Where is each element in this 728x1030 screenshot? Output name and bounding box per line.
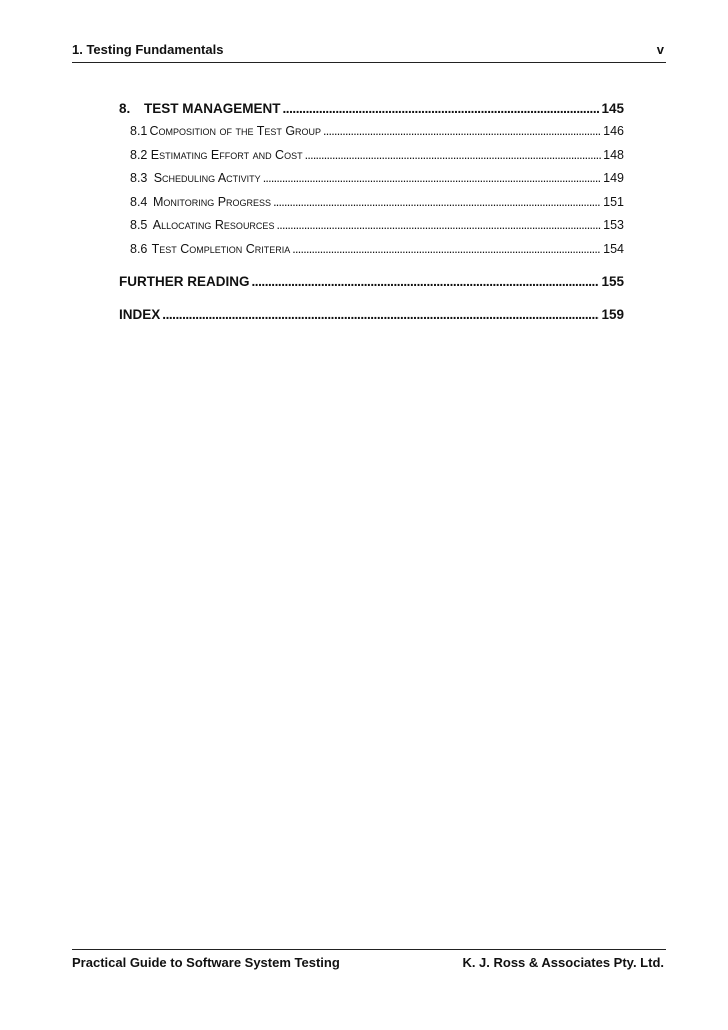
toc-leader-dots (305, 148, 602, 162)
toc-section-number: 8.2 (130, 147, 148, 162)
toc-section-title: Composition of the Test Group (149, 124, 322, 138)
toc-section-8-2[interactable] (119, 148, 624, 172)
toc-leader-dots (273, 195, 601, 209)
toc-section-number: 8.4 (130, 194, 148, 209)
toc-page-number: 153 (603, 218, 624, 232)
toc-index[interactable] (119, 307, 624, 330)
toc-page-number: 145 (601, 101, 624, 116)
toc-leader-dots (323, 124, 601, 138)
running-head-page-number: v (656, 42, 664, 57)
table-of-contents (119, 101, 624, 330)
page-footer (72, 949, 666, 974)
toc-page-number: 149 (603, 171, 624, 185)
toc-page-number: 146 (603, 124, 624, 138)
toc-section-title: Scheduling Activity (153, 171, 261, 185)
toc-section-number: 8.6 (130, 241, 148, 256)
toc-page-number: 159 (601, 307, 624, 322)
toc-leader-dots (276, 218, 601, 232)
toc-section-8-3[interactable] (119, 171, 624, 195)
toc-section-title: Test Completion Criteria (151, 241, 291, 256)
toc-section-8-4[interactable] (119, 195, 624, 219)
toc-page-number: 151 (603, 194, 624, 209)
toc-spacer (119, 297, 624, 307)
toc-leader-dots (283, 101, 600, 116)
toc-page-number: 154 (603, 241, 624, 256)
toc-leader-dots (263, 171, 601, 185)
toc-section-number: 8.3 (130, 171, 148, 185)
toc-leader-dots (162, 307, 599, 322)
toc-leader-dots (292, 242, 601, 256)
toc-chapter-number: 8. (119, 101, 131, 116)
toc-chapter-8[interactable] (119, 101, 624, 124)
toc-section-number: 8.5 (130, 218, 148, 232)
running-head-chapter: 1. Testing Fundamentals (72, 42, 224, 57)
toc-chapter-label: TEST MANAGEMENT (144, 101, 281, 116)
toc-section-8-6[interactable] (119, 242, 624, 266)
toc-chapter-title (119, 101, 281, 116)
toc-spacer (119, 265, 624, 274)
footer-book-title: Practical Guide to Software System Testing (72, 955, 340, 970)
toc-section-8-5[interactable] (119, 218, 624, 242)
page-header (72, 40, 666, 63)
toc-section-8-1[interactable] (119, 124, 624, 148)
toc-major-title: FURTHER READING (119, 274, 250, 289)
toc-leader-dots (252, 274, 600, 289)
toc-section-number: 8.1 (130, 124, 148, 138)
toc-further-reading[interactable] (119, 274, 624, 297)
toc-section-title: Estimating Effort and Cost (150, 147, 303, 162)
toc-page-number: 155 (601, 274, 624, 289)
toc-page-number: 148 (603, 147, 624, 162)
toc-section-title: Monitoring Progress (152, 194, 272, 209)
toc-section-title: Allocating Resources (152, 218, 275, 232)
footer-publisher: K. J. Ross & Associates Pty. Ltd. (462, 955, 664, 970)
toc-major-title: INDEX (119, 307, 161, 322)
